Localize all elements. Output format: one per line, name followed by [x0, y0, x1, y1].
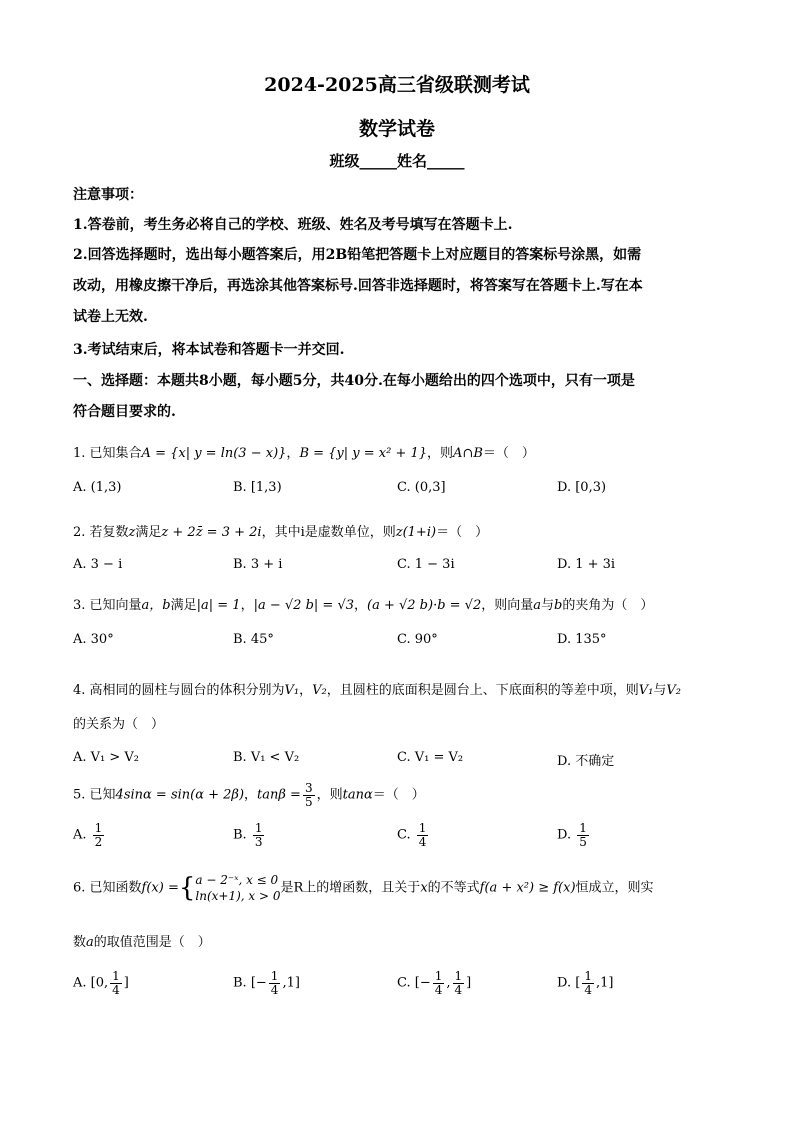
q2-var: z — [128, 525, 136, 540]
question-6-stem-line-2 — [73, 931, 211, 950]
q5-option-b — [233, 822, 266, 848]
q6-text-d: 恒成立，则实 — [575, 880, 654, 896]
q2-expr: z(1+i) — [395, 525, 437, 540]
q6-option-a-denominator: 4 — [112, 982, 120, 997]
q3-option-a: A. 30° — [73, 632, 114, 647]
q3-condition-2: |a − √2 b| = √3 — [253, 598, 354, 613]
q1-sep: ， — [286, 446, 300, 461]
q5-tan-numerator: 3 — [304, 781, 313, 795]
q5-option-b-numerator: 1 — [254, 821, 263, 835]
q5-option-a-label: A. — [73, 827, 87, 843]
q2-text-b: 满足 — [135, 525, 162, 540]
q4-v2: V₂ — [312, 683, 327, 698]
q4-option-b: B. V₁ < V₂ — [233, 750, 300, 765]
q4-option-c: C. V₁ = V₂ — [397, 750, 464, 765]
q5-text-c: ＝（ ） — [372, 787, 425, 803]
q3-vector-b: b — [554, 598, 563, 613]
q5-tan-fraction — [303, 782, 315, 808]
q1-text-a: 1. 已知集合 — [73, 446, 142, 461]
question-5-stem — [73, 782, 425, 808]
q2-text-c: ，其中i是虚数单位，则 — [261, 525, 396, 540]
q3-text-a: 3. 已知向量 — [73, 598, 142, 613]
q6-option-d-numerator: 1 — [584, 969, 592, 983]
q6-option-d-label: D. — [557, 975, 572, 991]
q3-text-b: 满足 — [170, 598, 197, 613]
q3-condition-3: (a + √2 b)·b = √2 — [367, 598, 482, 613]
exam-subtitle: 数学试卷 — [358, 118, 435, 140]
q5-option-a-numerator: 1 — [94, 821, 103, 835]
q3-option-d: D. 135° — [557, 632, 607, 647]
q5-option-d — [557, 822, 591, 848]
q4-v1-again: V₁ — [638, 683, 654, 698]
q5-option-a — [73, 822, 106, 848]
q5-option-c — [397, 822, 430, 848]
q1-option-c: C. (0,3] — [397, 480, 446, 495]
q6-option-d-left: [ — [575, 975, 581, 991]
question-4-stem-line-1 — [73, 679, 681, 698]
q6-option-c-numerator-1: 1 — [434, 969, 443, 983]
q2-option-b: B. 3 + i — [233, 557, 283, 572]
q2-option-d: D. 1 + 3i — [557, 557, 616, 572]
q6-option-c-numerator-2: 1 — [454, 969, 463, 983]
q6-var-x: x — [420, 880, 428, 896]
q5-option-c-denominator: 4 — [418, 834, 427, 849]
q6-option-c-label: C. — [397, 975, 411, 991]
q6-option-c-denominator-1: 4 — [434, 982, 443, 997]
q6-option-c-comma: , — [446, 975, 451, 991]
q5-option-d-numerator: 1 — [579, 821, 587, 835]
q6-piecewise: { a − 2⁻ˣ, x ≤ 0 ln(x+1), x > 0 — [178, 873, 281, 904]
q1-text-c: ＝（ ） — [482, 446, 535, 461]
q5-equation: 4sinα = sin(α + 2β) — [115, 787, 245, 803]
q6-option-d-denominator: 4 — [584, 982, 592, 997]
q5-text-a: 5. 已知 — [73, 787, 116, 803]
question-2-stem — [73, 521, 488, 540]
q1-option-d: D. [0,3) — [557, 480, 607, 495]
question-6-stem-line-1 — [73, 872, 654, 904]
q5-tan-denominator: 5 — [304, 794, 313, 809]
q6-option-b-numerator: 1 — [270, 969, 279, 983]
q6-option-c-fraction-2 — [453, 970, 465, 996]
q5-option-d-fraction — [577, 822, 589, 848]
q5-expr: tanα — [342, 787, 373, 803]
q6-text-c: 的不等式 — [427, 880, 480, 896]
q6-option-d-fraction — [582, 970, 594, 996]
question-1-stem — [73, 442, 535, 461]
q1-option-b: B. [1,3) — [233, 480, 282, 495]
q6-option-b-label: B. — [233, 975, 247, 991]
q4-option-a: A. V₁ > V₂ — [73, 750, 140, 765]
q4-v2-again: V₂ — [666, 683, 682, 698]
q6-option-c — [397, 970, 471, 996]
q1-expr: A∩B — [453, 446, 483, 461]
question-4-stem-line-2: 的关系为（ ） — [73, 717, 165, 732]
q5-text-b: ，则 — [316, 787, 343, 803]
q6-var-a: a — [86, 935, 94, 950]
q6-function: f(x) = — [141, 880, 179, 896]
q5-option-d-denominator: 5 — [579, 834, 587, 849]
q5-option-a-fraction — [93, 822, 105, 848]
q6-option-b-fraction — [269, 970, 281, 996]
q1-option-a: A. (1,3) — [73, 480, 122, 495]
q2-option-c: C. 1 − 3i — [397, 557, 455, 572]
q6-option-b-left: [− — [250, 975, 267, 991]
q5-option-d-label: D. — [557, 827, 572, 843]
q5-option-c-numerator: 1 — [418, 821, 427, 835]
q2-equation: z + 2z̄ = 3 + 2i — [161, 525, 262, 540]
q3-vector-a: a — [533, 598, 542, 613]
question-3-stem — [73, 594, 653, 613]
q4-v1: V₁ — [284, 683, 300, 698]
q6-option-a — [73, 970, 129, 996]
notice-item-3: 3.考试结束后，将本试卷和答题卡一并交回. — [73, 342, 345, 358]
class-name-line: 班级_____姓名_____ — [329, 152, 465, 170]
q2-text-a: 2. 若复数 — [73, 525, 129, 540]
q1-set-a: A = {x| y = ln(3 − x)} — [141, 446, 287, 461]
q6-option-b-denominator: 4 — [270, 982, 279, 997]
q6-option-a-fraction — [110, 970, 122, 996]
q5-option-b-denominator: 3 — [254, 834, 263, 849]
q6-option-a-numerator: 1 — [112, 969, 120, 983]
q6-option-a-label: A. — [73, 975, 87, 991]
exam-title: 2024-2025高三省级联测考试 — [264, 74, 530, 96]
q4-sep: ， — [299, 683, 313, 698]
q2-text-d: ＝（ ） — [436, 525, 489, 540]
q6-option-c-right: ] — [466, 975, 472, 991]
q3-text-d: 与 — [541, 598, 555, 613]
q6-option-d-right: ,1] — [595, 975, 614, 991]
q6-option-d — [557, 970, 613, 996]
q4-option-d: D. 不确定 — [557, 754, 615, 769]
notice-heading: 注意事项： — [73, 187, 143, 203]
q5-option-a-denominator: 2 — [94, 834, 103, 849]
q5-tan-beta: tanβ = — [257, 787, 301, 803]
q5-option-b-fraction — [253, 822, 265, 848]
q3-sep-1: ， — [240, 598, 254, 613]
q6-text-e: 数 — [73, 935, 87, 950]
q1-set-b: B = {y| y = x² + 1} — [299, 446, 428, 461]
q6-option-c-denominator-2: 4 — [454, 982, 463, 997]
q3-condition-1: |a| = 1 — [196, 598, 241, 613]
q6-inequality: f(a + x²) ≥ f(x) — [479, 880, 576, 896]
q6-text-b: 是R上的增函数，且关于 — [280, 880, 421, 896]
notice-item-2-line-3: 试卷上无效. — [73, 309, 148, 325]
q3-text-e: 的夹角为（ ） — [562, 598, 654, 613]
notice-item-1: 1.答卷前，考生务必将自己的学校、班级、姓名及考号填写在答题卡上. — [73, 217, 513, 233]
q4-with: 与 — [653, 683, 667, 698]
q5-option-c-fraction — [417, 822, 429, 848]
q3-vectors: a，b — [141, 598, 171, 613]
q6-text-a: 6. 已知函数 — [73, 880, 142, 896]
q6-option-c-fraction-1 — [433, 970, 445, 996]
q5-option-b-label: B. — [233, 827, 247, 843]
q6-option-c-left: [− — [414, 975, 431, 991]
notice-item-2-line-2: 改动，用橡皮擦干净后，再选涂其他答案标号.回答非选择题时，将答案写在答题卡上.写在本 — [73, 278, 643, 294]
q3-option-b: B. 45° — [233, 632, 274, 647]
q6-option-a-left: [0, — [90, 975, 109, 991]
q1-text-b: ，则 — [427, 446, 454, 461]
q6-option-a-right: ] — [123, 975, 129, 991]
q3-sep-2: ， — [354, 598, 368, 613]
q6-text-f: 的取值范围是（ ） — [93, 935, 211, 950]
q3-text-c: ，则向量 — [481, 598, 534, 613]
q6-option-b-right: ,1] — [282, 975, 300, 991]
q5-option-c-label: C. — [397, 827, 411, 843]
section-heading-line-2: 符合题目要求的. — [73, 404, 176, 420]
q5-sep: ， — [244, 787, 258, 803]
q2-option-a: A. 3 − i — [73, 557, 123, 572]
section-heading-line-1: 一、选择题：本题共8小题，每小题5分，共40分.在每小题给出的四个选项中，只有一项是 — [73, 373, 635, 389]
notice-item-2-line-1: 2.回答选择题时，选出每小题答案后，用2B铅笔把答题卡上对应题目的答案标号涂黑，如需 — [73, 247, 642, 263]
q6-case-2: ln(x+1), x > 0 — [195, 889, 281, 904]
q6-case-1: a − 2⁻ˣ, x ≤ 0 — [195, 873, 279, 887]
q4-text-a: 4. 高相同的圆柱与圆台的体积分别为 — [73, 683, 285, 698]
q4-text-b: ，且圆柱的底面积是圆台上、下底面积的等差中项，则 — [326, 683, 639, 698]
q3-option-c: C. 90° — [397, 632, 438, 647]
q6-option-b — [233, 970, 300, 996]
